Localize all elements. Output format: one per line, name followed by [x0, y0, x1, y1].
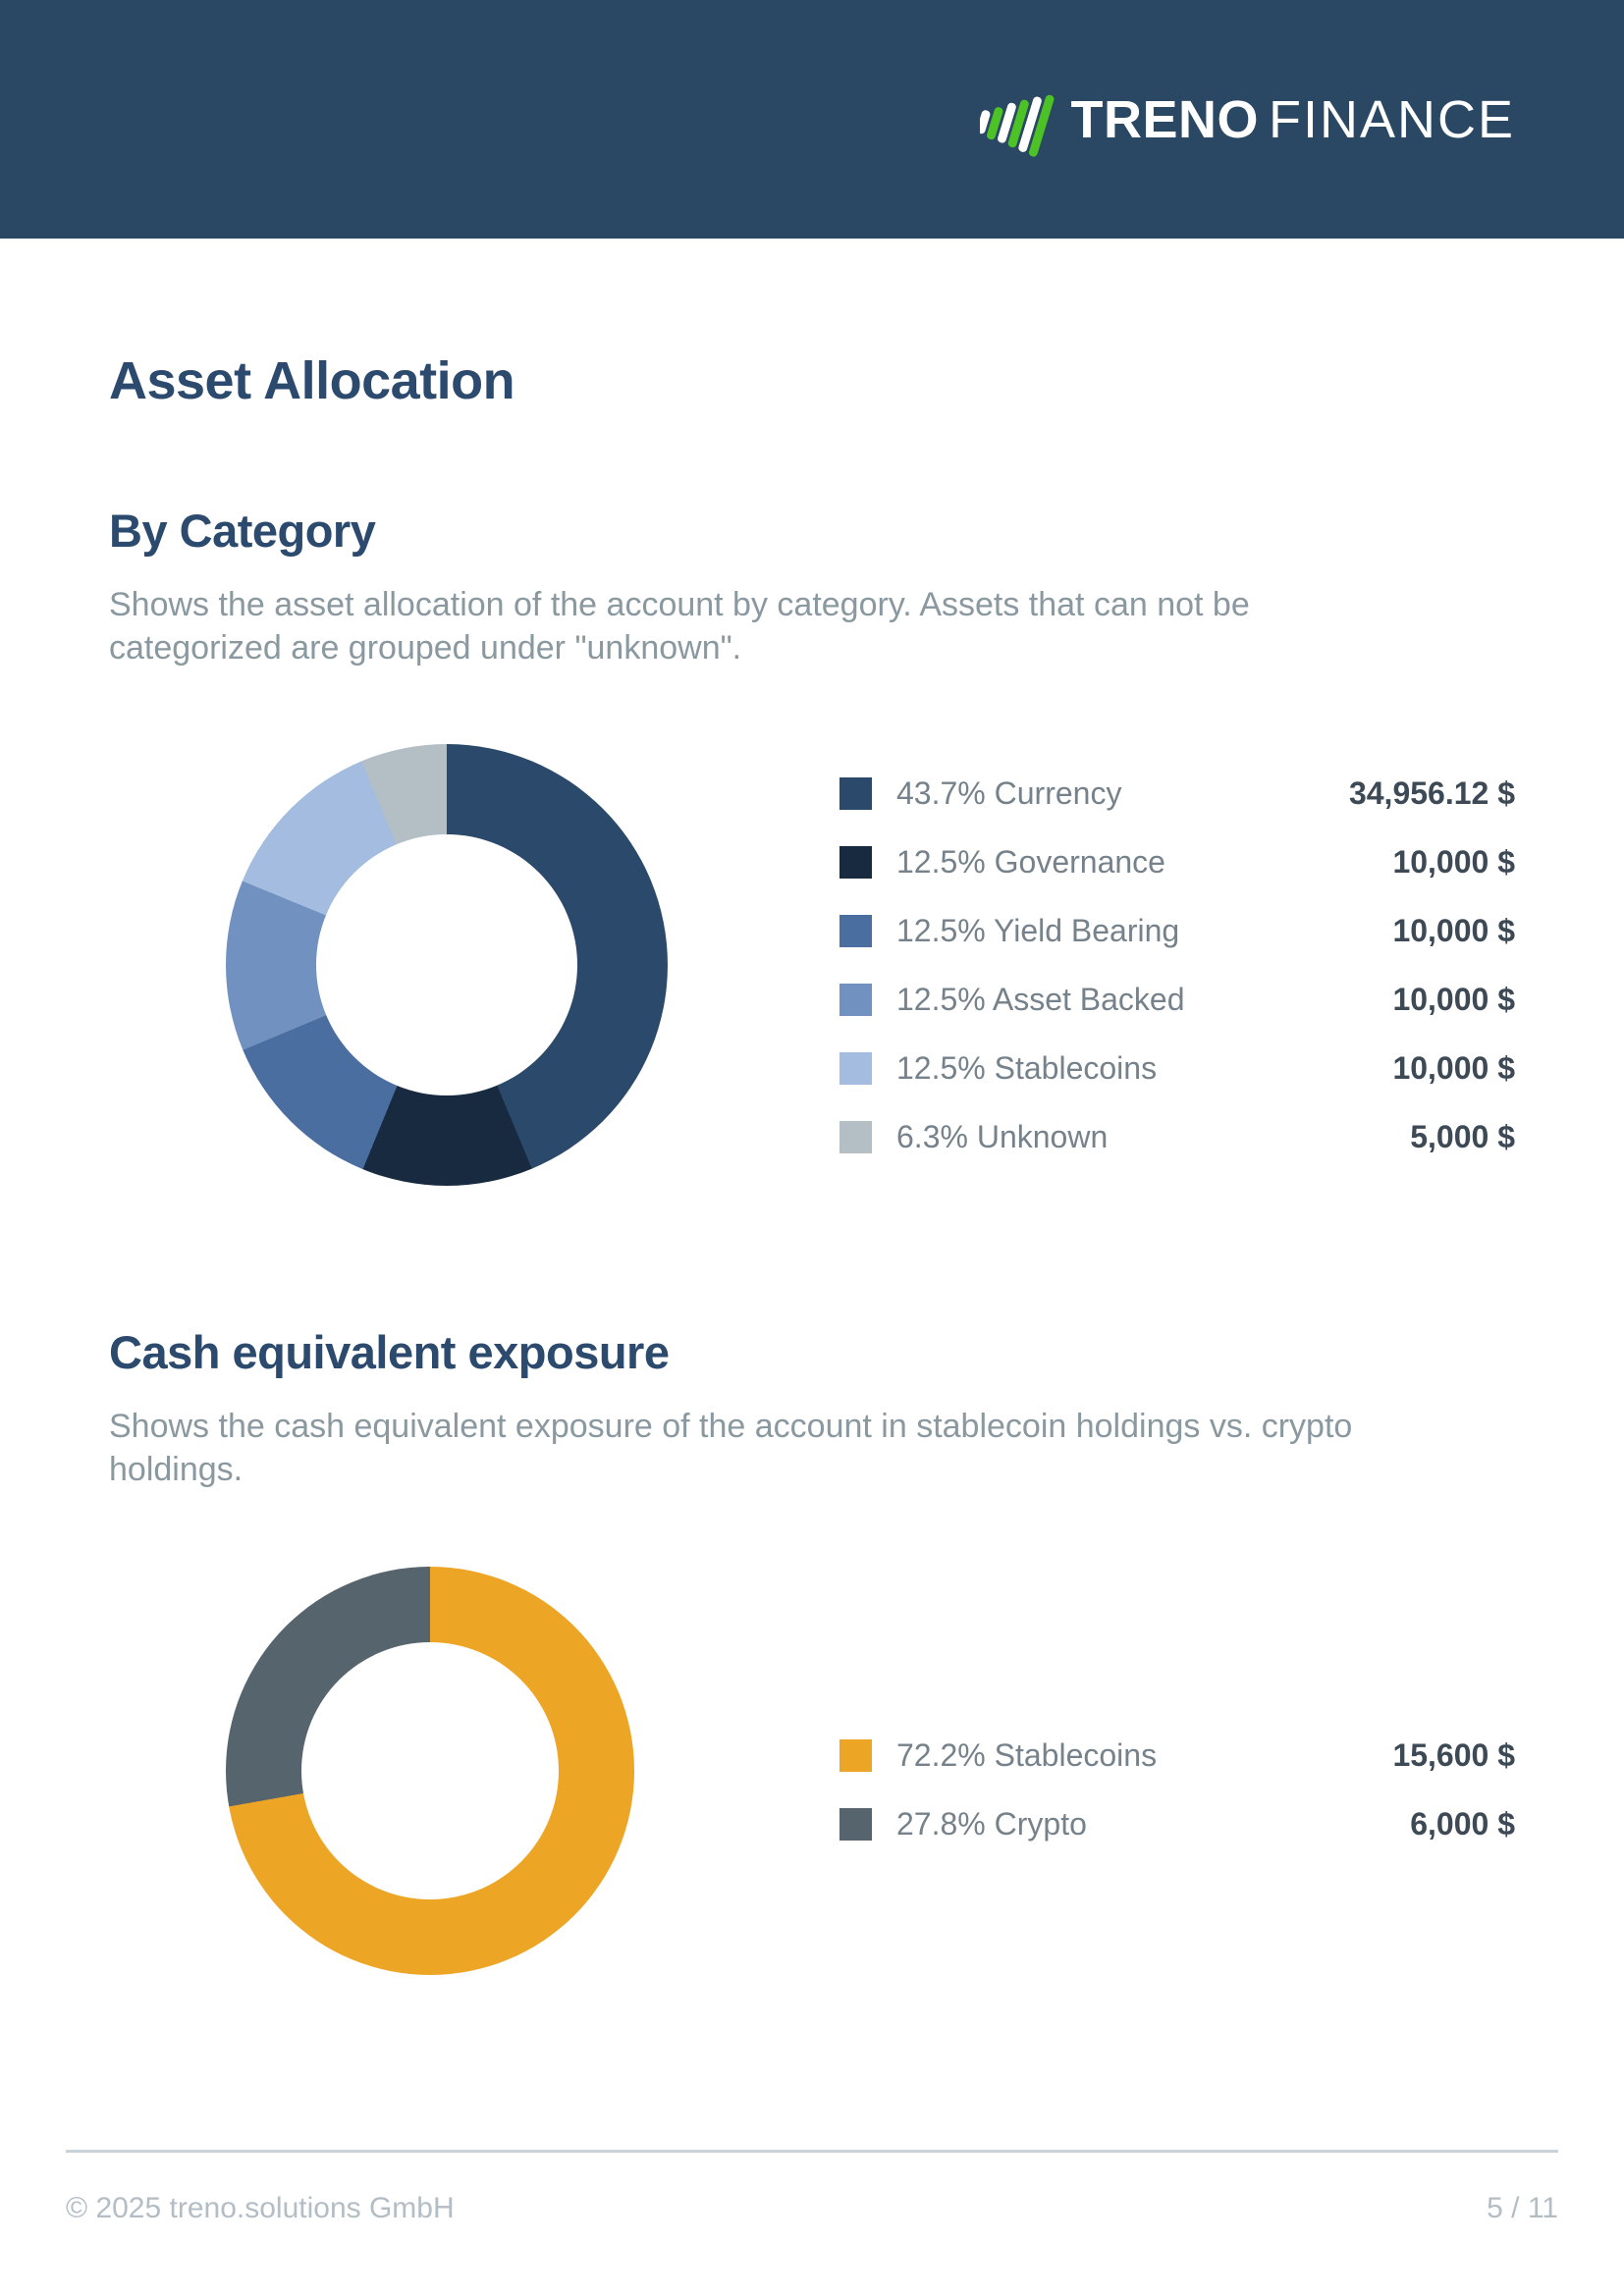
legend-value: 34,956.12 $: [1348, 774, 1515, 811]
legend-value: 10,000 $: [1392, 1049, 1515, 1086]
legend-row: [839, 774, 1515, 811]
section-cash-equivalent: [109, 1326, 1515, 1975]
legend-row: [839, 1118, 1515, 1154]
page-content: [0, 351, 1624, 1975]
section-heading-by-category: By Category: [109, 505, 376, 557]
legend-color-swatch: [839, 1121, 872, 1153]
legend-color-swatch: [839, 915, 872, 947]
legend-label: 72.2% Stablecoins: [896, 1736, 1158, 1773]
legend-color-swatch: [839, 1052, 872, 1085]
donut-chart-cash-equivalent: [226, 1567, 634, 1975]
section-description-cash-equivalent: Shows the cash equivalent exposure of the account in stablecoin holdings vs. crypto holdings.: [109, 1408, 1353, 1488]
page-footer: [66, 2150, 1558, 2225]
legend-value: 6,000 $: [1410, 1805, 1515, 1842]
legend-color-swatch: [839, 1739, 872, 1772]
legend-value: 15,600 $: [1392, 1736, 1515, 1773]
section-by-category: [109, 507, 1515, 1186]
legend-row: [839, 1805, 1515, 1842]
brand-wordmark: [1070, 89, 1515, 149]
section-heading-cash-equivalent: Cash equivalent exposure: [109, 1326, 670, 1378]
chart-row-cash-equivalent: [109, 1567, 1515, 1975]
brand-name-bold: TRENO: [1070, 89, 1259, 149]
legend-label: 6.3% Unknown: [896, 1118, 1109, 1154]
header-band: [0, 0, 1624, 239]
legend-label: 43.7% Currency: [896, 774, 1122, 811]
chart-row-by-category: [109, 744, 1515, 1186]
legend-row: [839, 843, 1515, 880]
legend-label: 12.5% Yield Bearing: [896, 912, 1180, 948]
legend-by-category: [839, 774, 1515, 1154]
legend-row: [839, 1049, 1515, 1086]
legend-color-swatch: [839, 846, 872, 879]
legend-row: [839, 912, 1515, 948]
footer-copyright: © 2025 treno.solutions GmbH: [66, 2192, 455, 2224]
legend-color-swatch: [839, 984, 872, 1016]
brand-logo: [980, 82, 1515, 157]
legend-value: 10,000 $: [1392, 981, 1515, 1017]
legend-color-swatch: [839, 1808, 872, 1841]
legend-label: 12.5% Asset Backed: [896, 981, 1185, 1017]
donut-chart-by-category: [226, 744, 668, 1186]
legend-cash-equivalent: [839, 1736, 1515, 1842]
footer-page-indicator: 5 / 11: [1487, 2192, 1558, 2224]
brand-name-light: FINANCE: [1268, 89, 1515, 149]
treno-mountain-bars-icon: [980, 82, 1055, 157]
legend-color-swatch: [839, 777, 872, 810]
legend-label: 12.5% Stablecoins: [896, 1049, 1158, 1086]
legend-value: 10,000 $: [1392, 912, 1515, 948]
legend-row: [839, 981, 1515, 1017]
legend-value: 10,000 $: [1392, 843, 1515, 880]
section-description-by-category: Shows the asset allocation of the account by category. Assets that can not be categorized are grouped under "unknown".: [109, 586, 1250, 667]
legend-label: 27.8% Crypto: [896, 1805, 1087, 1842]
legend-label: 12.5% Governance: [896, 843, 1165, 880]
legend-value: 5,000 $: [1410, 1118, 1515, 1154]
page-title: Asset Allocation: [109, 351, 515, 410]
legend-row: [839, 1736, 1515, 1773]
